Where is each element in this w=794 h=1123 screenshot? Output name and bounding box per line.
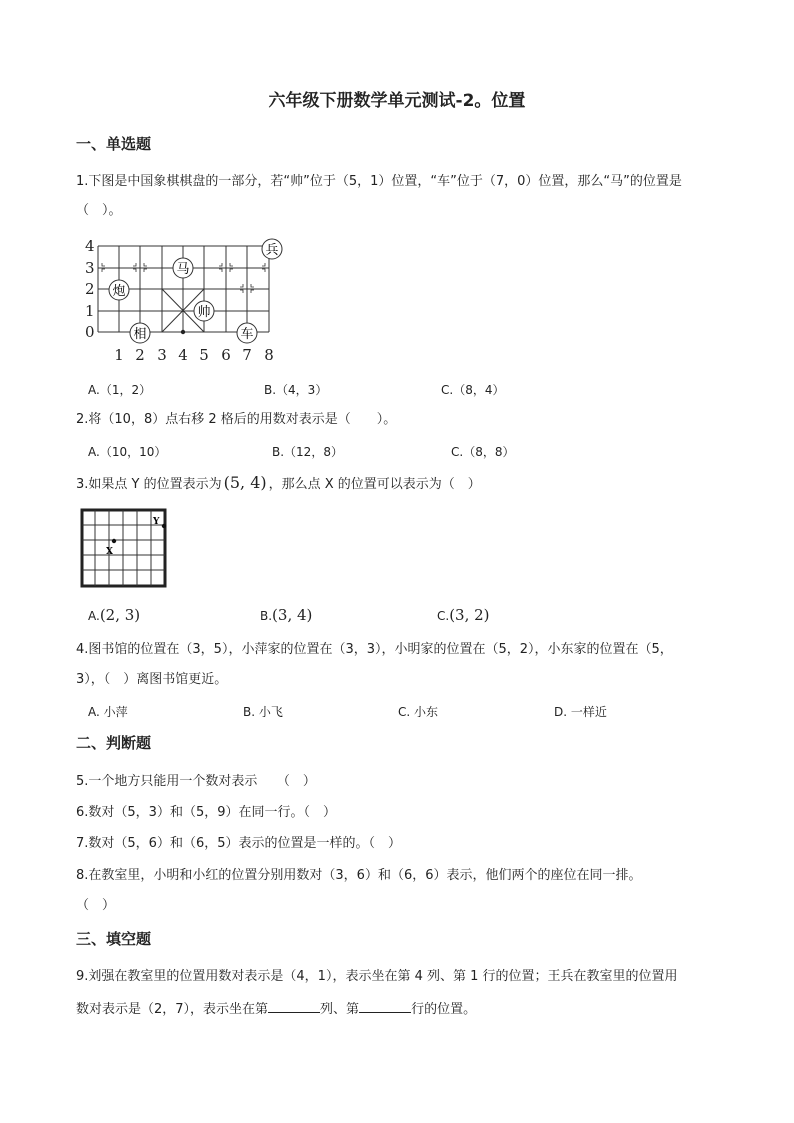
question-3-text-before: 3.如果点 Y 的位置表示为 bbox=[76, 477, 222, 492]
x-label-4: 4 bbox=[178, 346, 188, 364]
question-9-line-2 bbox=[76, 998, 476, 1020]
question-1-line-2: （ ）。 bbox=[76, 203, 122, 218]
question-3-text-after: ，那么点 X 的位置可以表示为（ ） bbox=[268, 477, 481, 492]
svg-text:马: 马 bbox=[176, 262, 190, 277]
q1-option-c[interactable]: C.（8，4） bbox=[441, 383, 505, 397]
point-y-label: Y bbox=[153, 517, 160, 527]
question-7-text: 7.数对（5，6）和（6，5）表示的位置是一样的。（ ） bbox=[76, 836, 401, 851]
question-6-text: 6.数对（5，3）和（5，9）在同一行。（ ） bbox=[76, 805, 336, 820]
q3-option-a-letter: A. bbox=[88, 609, 100, 623]
svg-text:相: 相 bbox=[133, 327, 147, 342]
y-label-2: 2 bbox=[85, 280, 95, 298]
xy-grid-figure bbox=[80, 508, 172, 592]
palace-center-dot bbox=[181, 330, 185, 334]
section-heading-fill-blank: 三、填空题 bbox=[76, 930, 152, 948]
question-4-line-2: 3），（ ）离图书馆更近。 bbox=[76, 672, 228, 687]
page-title: 六年级下册数学单元测试-2。位置 bbox=[268, 91, 526, 111]
question-8-line-2: （ ） bbox=[76, 898, 116, 913]
question-9-line-2-b: 列、第 bbox=[320, 1002, 360, 1017]
q4-option-d[interactable]: D. 一样近 bbox=[554, 705, 607, 719]
q4-option-b[interactable]: B. 小飞 bbox=[243, 705, 283, 719]
q3-option-b-letter: B. bbox=[260, 609, 273, 623]
q3-option-b[interactable] bbox=[260, 606, 312, 624]
section-heading-true-false: 二、判断题 bbox=[76, 734, 152, 752]
y-label-1: 1 bbox=[85, 302, 95, 320]
question-3-text bbox=[76, 473, 481, 495]
q3-option-c-value: (3, 2) bbox=[449, 606, 490, 624]
chess-piece-bing bbox=[262, 239, 282, 259]
x-label-3: 3 bbox=[157, 346, 167, 364]
svg-text:兵: 兵 bbox=[265, 243, 279, 258]
q3-option-c[interactable] bbox=[437, 606, 490, 624]
question-4-line-1: 4.图书馆的位置在（3，5），小萍家的位置在（3，3），小明家的位置在（5，2），小东家的位置在（5， bbox=[76, 642, 673, 657]
svg-text:车: 车 bbox=[240, 327, 254, 342]
chess-piece-shuai bbox=[194, 301, 214, 321]
x-label-8: 8 bbox=[264, 346, 274, 364]
x-label-2: 2 bbox=[135, 346, 145, 364]
question-9-line-2-c: 行的位置。 bbox=[411, 1002, 477, 1017]
svg-text:炮: 炮 bbox=[112, 284, 126, 299]
q3-option-b-value: (3, 4) bbox=[272, 606, 313, 624]
q2-option-c[interactable]: C.（8，8） bbox=[451, 445, 515, 459]
y-label-3: 3 bbox=[85, 259, 95, 277]
q1-option-a[interactable]: A.（1，2） bbox=[88, 383, 152, 397]
point-y-dot bbox=[162, 524, 166, 528]
answer-blank-column[interactable] bbox=[268, 998, 320, 1013]
chess-piece-xiang bbox=[130, 323, 150, 343]
q3-option-a[interactable] bbox=[88, 606, 140, 624]
chess-piece-che bbox=[237, 323, 257, 343]
y-label-0: 0 bbox=[85, 323, 95, 341]
q2-option-a[interactable]: A.（10，10） bbox=[88, 445, 167, 459]
question-5-text: 5.一个地方只能用一个数对表示 （ ） bbox=[76, 774, 316, 789]
q3-option-a-value: (2, 3) bbox=[99, 606, 141, 624]
x-label-1: 1 bbox=[114, 346, 124, 364]
chess-piece-pao bbox=[109, 280, 129, 300]
answer-blank-row[interactable] bbox=[359, 998, 411, 1013]
x-label-7: 7 bbox=[242, 346, 252, 364]
q3-option-c-letter: C. bbox=[437, 609, 450, 623]
q2-option-b[interactable]: B.（12，8） bbox=[272, 445, 343, 459]
x-label-6: 6 bbox=[221, 346, 231, 364]
chess-board-figure bbox=[84, 236, 294, 366]
x-label-5: 5 bbox=[199, 346, 209, 364]
chess-piece-ma bbox=[173, 258, 193, 278]
question-9-line-2-a: 数对表示是（2，7），表示坐在第 bbox=[76, 1002, 269, 1017]
q1-option-b[interactable]: B.（4，3） bbox=[264, 383, 328, 397]
q4-option-a[interactable]: A. 小萍 bbox=[88, 705, 128, 719]
question-9-line-1: 9.刘强在教室里的位置用数对表示是（4，1），表示坐在第 4 列、第 1 行的位置；王兵在教室里的位置用 bbox=[76, 969, 678, 984]
question-8-line-1: 8.在教室里，小明和小红的位置分别用数对（3，6）和（6，6）表示，他们两个的座位在同一排。 bbox=[76, 868, 642, 883]
question-3-pair: (5, 4) bbox=[223, 473, 267, 492]
section-heading-single-choice: 一、单选题 bbox=[76, 135, 152, 153]
point-x-label: X bbox=[106, 547, 113, 557]
svg-text:帅: 帅 bbox=[197, 305, 211, 320]
question-1-line-1: 1.下图是中国象棋棋盘的一部分，若“帅”位于（5，1）位置，“车”位于（7，0）位置，那么“马”的位置是 bbox=[76, 174, 682, 189]
point-x-dot bbox=[112, 539, 116, 543]
y-label-4: 4 bbox=[85, 237, 95, 255]
q4-option-c[interactable]: C. 小东 bbox=[398, 705, 439, 719]
question-2-text: 2.将（10，8）点右移 2 格后的用数对表示是（ ）。 bbox=[76, 412, 397, 427]
